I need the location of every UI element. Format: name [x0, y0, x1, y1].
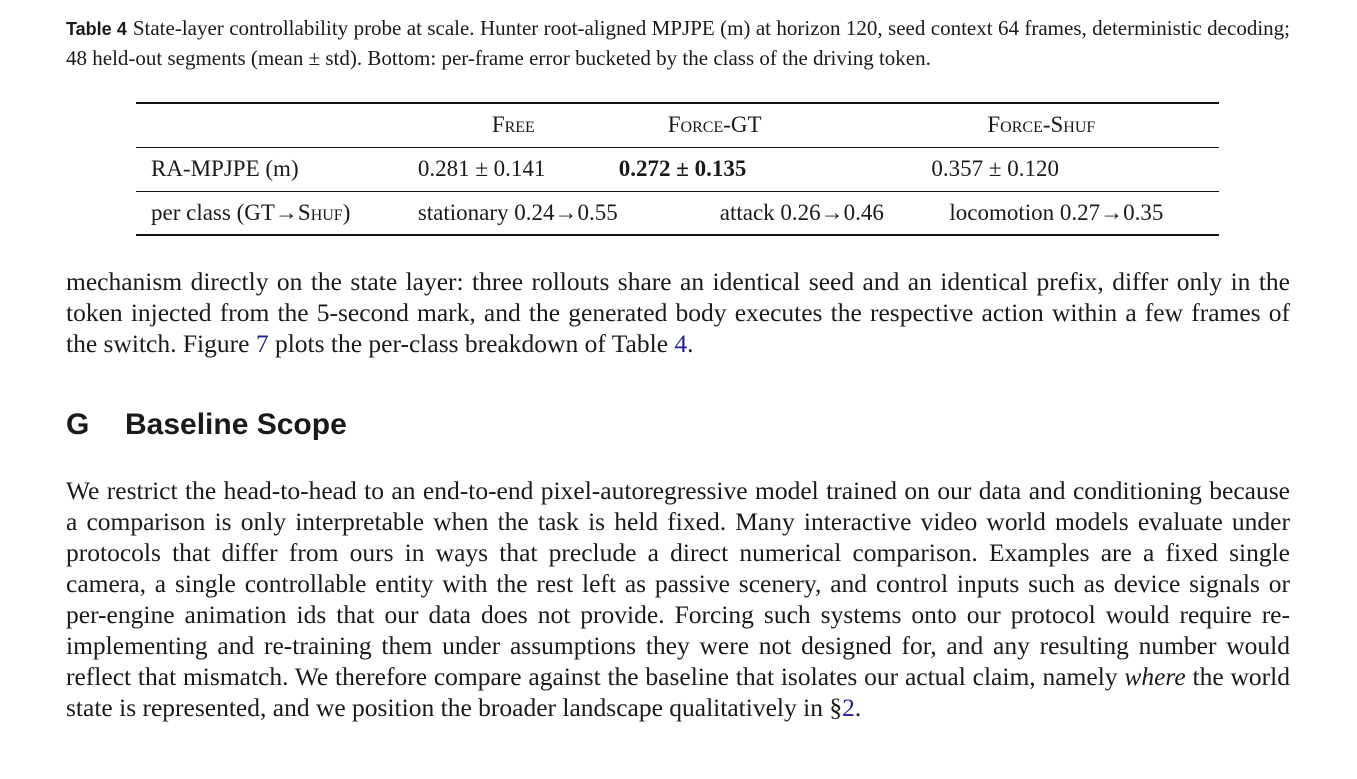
emphasis-text: where [1124, 662, 1186, 691]
table-ref-link[interactable]: 4 [674, 329, 688, 358]
row-label-per-class-suffix: ) [342, 199, 351, 225]
row-label-per-class-shuf: Shuf [297, 199, 343, 225]
body-paragraph [66, 266, 1290, 359]
table-header-force-shuf: Force-Shuf [987, 112, 1096, 138]
body-paragraph [66, 475, 1290, 723]
paragraph-text: the world state is represented, and we position the broader landscape qualitatively in § [66, 662, 1290, 722]
section-number: G [66, 408, 90, 441]
section-heading [66, 405, 347, 445]
table-header-free: Free [491, 112, 535, 138]
cell-stationary: stationary 0.24→0.55 [417, 199, 618, 225]
row-label-ra-mpjpe: RA-MPJPE (m) [151, 156, 299, 181]
paragraph-text: mechanism directly on the state layer: three rollouts share an identical seed and an identical prefix, differ only in the token injected from the 5-second mark, and the generated body executes the respective action within a few frames of the switch. Figure [66, 267, 1290, 358]
table-header-force-gt: Force-GT [667, 112, 762, 138]
table-header-row [136, 103, 1219, 147]
cell-locomotion: locomotion 0.27→0.35 [949, 199, 1164, 225]
section-ref-link[interactable]: 2 [842, 693, 855, 722]
row-label-per-class-prefix: per class (GT→ [151, 199, 298, 225]
paragraph-text: . [687, 329, 694, 358]
paragraph-text: plots the per-class breakdown of Table [268, 329, 675, 358]
table-caption-label: Table 4 [66, 19, 127, 39]
results-table [136, 102, 1219, 236]
cell-attack: attack 0.26→0.46 [719, 199, 884, 225]
results-table-wrapper [136, 102, 1219, 236]
section-title: Baseline Scope [125, 408, 347, 441]
table-caption [66, 14, 1290, 72]
cell-free: 0.281 ± 0.141 [417, 156, 546, 181]
table-header-empty [136, 103, 418, 147]
table-row [136, 191, 1219, 235]
row-label-per-class [136, 191, 418, 235]
paragraph-text: We restrict the head-to-head to an end-to-end pixel-autoregressive model trained on our data and conditioning because a comparison is only interpretable when the task is held fixed. Many interactive video world models evaluate under protocols that differ from ours in ways that preclude a direct numerical comparison. Examples are a fixed single camera, a single controllable entity with the rest left as passive scenery, and control inputs such as device signals or per-engine animation ids that our data does not provide. Forcing such systems onto our protocol would require re-implementing and re-training them under assumptions they were not designed for, and any resulting number would reflect that mismatch. We therefore compare against the baseline that isolates our actual claim, namely [66, 476, 1290, 691]
table-caption-text: State-layer controllability probe at scale. Hunter root-aligned MPJPE (m) at horizon 120, seed context 64 frames, deterministic decoding; 48 held-out segments (mean ± std). Bottom: per-frame error bucketed by the class of the driving token. [66, 16, 1290, 70]
table-row [136, 147, 1219, 191]
figure-ref-link[interactable]: 7 [255, 329, 269, 358]
cell-force-gt: 0.272 ± 0.135 [618, 156, 747, 181]
cell-force-shuf: 0.357 ± 0.120 [931, 156, 1059, 181]
paragraph-text: . [854, 693, 862, 722]
